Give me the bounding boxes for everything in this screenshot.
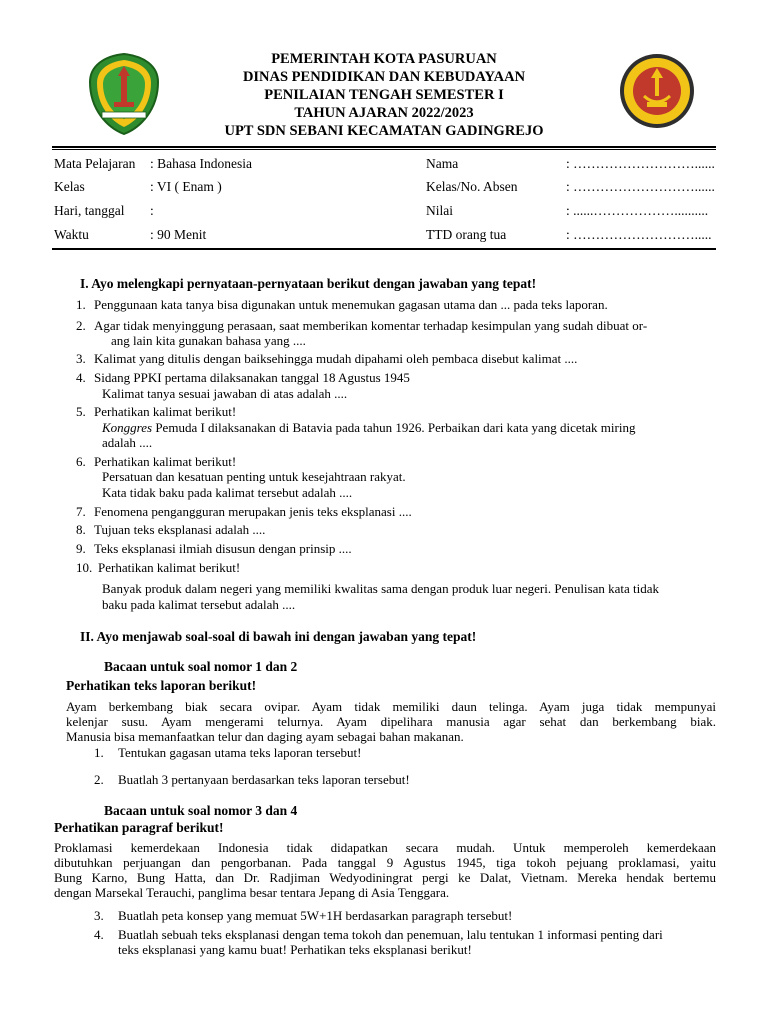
header-divider: [52, 146, 716, 148]
question-number: 3.: [94, 908, 104, 923]
s1-question-4-cont: Kalimat tanya sesuai jawaban di atas adalah ....: [102, 386, 348, 401]
info-value-name: : ………………………......: [566, 156, 715, 171]
info-label-date: Hari, tanggal: [54, 203, 125, 218]
paragraph-line: dibutuhkan perjuangan dan pengorbanan. Pada tanggal 9 Agustus 1945, tiga tokoh pejuang proklamasi, yaitu: [54, 855, 716, 870]
header-school: UPT SDN SEBANI KECAMATAN GADINGREJO: [224, 123, 544, 139]
question-text: Tujuan teks eksplanasi adalah ....: [94, 522, 266, 537]
info-label-absen: Kelas/No. Absen: [426, 179, 518, 194]
question-text: Perhatikan kalimat berikut!: [94, 454, 237, 469]
s1-question-10-cont2: baku pada kalimat tersebut adalah ....: [102, 597, 296, 612]
info-label-class: Kelas: [54, 179, 85, 194]
s2-question-4-cont: teks eksplanasi yang kamu buat! Perhatikan teks eksplanasi berikut!: [118, 942, 472, 957]
question-text: Agar tidak menyinggung perasaan, saat memberikan komentar terhadap kesimpulan yang sudah dibuat or-: [94, 318, 648, 333]
reading-2-paragraph: [54, 840, 716, 900]
question-text: Teks eksplanasi ilmiah disusun dengan prinsip ....: [94, 541, 352, 556]
info-value-parent-sign: : ……………………….....: [566, 227, 712, 242]
question-text: Buatlah 3 pertanyaan berdasarkan teks laporan tersebut!: [118, 772, 410, 787]
info-label-subject: Mata Pelajaran: [54, 156, 136, 171]
paragraph-line: kelenjar susu. Ayam mengerami telurnya. Ayam dipelihara manusia agar sehat dan berkembang biak.: [66, 714, 716, 729]
question-text: Buatlah peta konsep yang memuat 5W+1H berdasarkan paragraph tersebut!: [118, 908, 513, 923]
question-number: 3.: [76, 351, 86, 366]
paragraph-line: Manusia bisa memanfaatkan telur dan daging ayam sebagai bahan makanan.: [66, 729, 464, 744]
question-number: 7.: [76, 504, 86, 519]
question-number: 5.: [76, 404, 86, 419]
question-text: Tentukan gagasan utama teks laporan tersebut!: [118, 745, 362, 760]
question-text: Kalimat yang ditulis dengan baiksehingga mudah dipahami oleh pembaca disebut kalimat ....: [94, 351, 578, 366]
question-text: Perhatikan kalimat berikut!: [98, 560, 241, 575]
s1-question-10-cont: Banyak produk dalam negeri yang memiliki kwalitas sama dengan produk luar negeri. Penulisan kata tidak: [102, 581, 660, 596]
header-assessment: PENILAIAN TENGAH SEMESTER I: [264, 87, 504, 103]
paragraph-line: Bung Karno, Bung Hatta, dan Dr. Radjiman Wedyodiningrat pergi ke Dalat, Vietnam. Mereka hendak bertemu: [54, 870, 716, 885]
section-2-title: II. Ayo menjawab soal-soal di bawah ini dengan jawaban yang tepat!: [80, 629, 477, 644]
question-text: Perhatikan kalimat berikut!: [94, 404, 237, 419]
reading-1-title: Bacaan untuk soal nomor 1 dan 2: [104, 659, 298, 674]
question-number: 1.: [94, 745, 104, 760]
s1-question-2-cont: ang lain kita gunakan bahasa yang ....: [111, 333, 306, 348]
info-divider: [52, 248, 716, 250]
question-text: Sidang PPKI pertama dilaksanakan tanggal 18 Agustus 1945: [94, 370, 410, 385]
italic-word: Konggres: [102, 420, 153, 435]
paragraph-line: dengan Marsekal Terauchi, panglima besar tentara Jepang di Asia Tenggara.: [54, 885, 450, 900]
question-number: 9.: [76, 541, 86, 556]
header-government: PEMERINTAH KOTA PASURUAN: [271, 51, 497, 67]
s1-question-5-cont: [102, 420, 635, 436]
question-text: Pemuda I dilaksanakan di Batavia pada tahun 1926. Perbaikan dari kata yang dicetak miring: [152, 420, 636, 435]
question-number: 8.: [76, 522, 86, 537]
question-number: 6.: [76, 454, 86, 469]
school-seal-logo: [618, 52, 696, 130]
question-text: Buatlah sebuah teks eksplanasi dengan tema tokoh dan penemuan, lalu tentukan 1 informasi penting dari: [118, 927, 663, 942]
header-school-year: TAHUN AJARAN 2022/2023: [294, 105, 474, 121]
question-number: 4.: [94, 927, 104, 942]
info-label-name: Nama: [426, 156, 459, 171]
question-number: 10.: [76, 560, 93, 575]
info-value-date: :: [150, 203, 154, 218]
question-number: 2.: [94, 772, 104, 787]
question-number: 1.: [76, 297, 86, 312]
reading-1-instruction: Perhatikan teks laporan berikut!: [66, 678, 257, 693]
question-number: 4.: [76, 370, 86, 385]
s1-question-6-cont: Persatuan dan kesatuan penting untuk kesejahtraan rakyat.: [102, 469, 406, 484]
info-value-subject: : Bahasa Indonesia: [150, 156, 252, 171]
info-label-score: Nilai: [426, 203, 453, 218]
s1-question-6-cont2: Kata tidak baku pada kalimat tersebut adalah ....: [102, 485, 353, 500]
reading-2-instruction: Perhatikan paragraf berikut!: [54, 820, 224, 835]
info-value-time: : 90 Menit: [150, 227, 207, 242]
paragraph-line: Ayam berkembang biak secara ovipar. Ayam tidak memiliki daun telinga. Ayam juga tidak mempunyai: [66, 699, 716, 714]
info-value-absen: : ………………………......: [566, 179, 715, 194]
section-1-title: I. Ayo melengkapi pernyataan-pernyataan berikut dengan jawaban yang tepat!: [80, 276, 537, 291]
question-text: Fenomena pengangguran merupakan jenis teks eksplanasi ....: [94, 504, 412, 519]
info-value-score: : ......………………..........: [566, 203, 709, 218]
question-text: Penggunaan kata tanya bisa digunakan untuk menemukan gagasan utama dan ... pada teks laporan.: [94, 297, 608, 312]
header-department: DINAS PENDIDIKAN DAN KEBUDAYAAN: [242, 69, 526, 85]
s1-question-5-cont2: adalah ....: [102, 435, 153, 450]
question-number: 2.: [76, 318, 86, 333]
paragraph-line: Proklamasi kemerdekaan Indonesia tidak didapatkan secara mudah. Untuk memperoleh kemerdekaan: [54, 840, 716, 855]
info-label-parent-sign: TTD orang tua: [426, 227, 507, 242]
info-value-class: : VI ( Enam ): [150, 179, 222, 194]
info-label-time: Waktu: [54, 227, 89, 242]
header-divider-thin: [52, 149, 716, 150]
reading-2-title: Bacaan untuk soal nomor 3 dan 4: [104, 803, 298, 818]
reading-1-paragraph: [66, 699, 716, 744]
